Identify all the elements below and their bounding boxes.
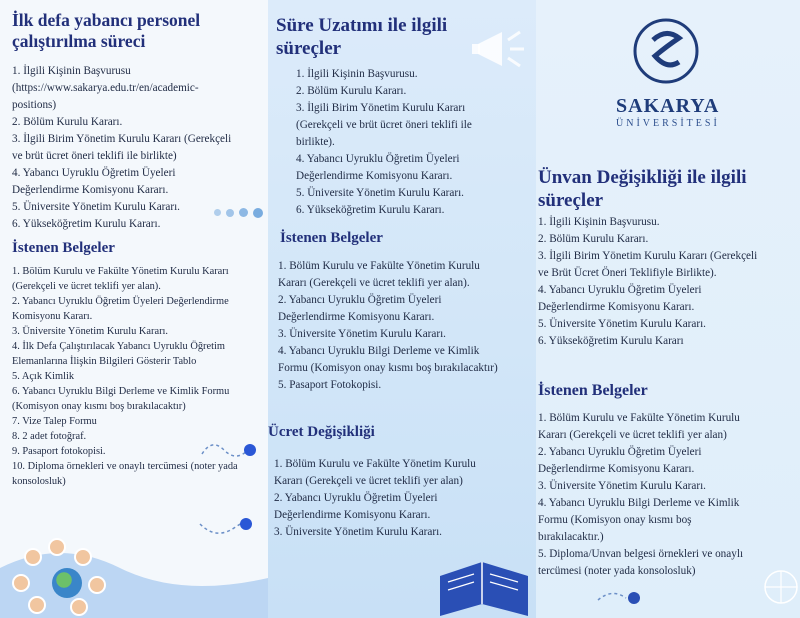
globe-icon (762, 562, 800, 612)
list-item: 2. Yabancı Uyruklu Öğretim Üyeleri (538, 446, 702, 458)
list-item: 4. Yabancı Uyruklu Öğretim Üyeleri (538, 284, 702, 296)
list-item: 2. Yabancı Uyruklu Öğretim Üyeleri (274, 492, 438, 504)
list-item: 4. İlk Defa Çalıştırılacak Yabancı Uyruklu Öğretim (12, 341, 225, 352)
list-item: 3. Üniversite Yönetim Kurulu Kararı. (12, 326, 169, 337)
list-item: (Komisyon onay kısmı boş bırakılacaktır) (12, 401, 186, 412)
list-item: 6. Yükseköğretim Kurulu Kararı. (296, 204, 445, 216)
list-item: (Gerekçeli ve ücret teklifi yer alan). (12, 281, 161, 292)
list-item: 5. Üniversite Yönetim Kurulu Kararı. (12, 201, 180, 213)
list-item: (Gerekçeli ve brüt ücret öneri teklifi ile (296, 119, 472, 131)
list-item: 5. Üniversite Yönetim Kurulu Kararı. (296, 187, 464, 199)
list-item: positions) (12, 99, 57, 111)
list-item: 3. Üniversite Yönetim Kurulu Kararı. (274, 526, 442, 538)
list-item: Kararı (Gerekçeli ve ücret teklifi yer alan) (274, 475, 463, 487)
steps-list (296, 66, 534, 219)
list-item: Değerlendirme Komisyonu Kararı. (12, 184, 169, 196)
book-icon (434, 546, 534, 618)
list-item: 1. Bölüm Kurulu ve Fakülte Yönetim Kurulu Kararı (12, 266, 229, 277)
list-item: 6. Yabancı Uyruklu Bilgi Derleme ve Kimlik Formu (12, 386, 230, 397)
section-title-extension: Süre Uzatımı ile ilgili süreçler (276, 15, 448, 59)
list-item: 9. Pasaport fotokopisi. (12, 446, 106, 457)
list-item: 1. Bölüm Kurulu ve Fakülte Yönetim Kurulu (274, 458, 476, 470)
list-item: 4. Yabancı Uyruklu Öğretim Üyeleri (296, 153, 460, 165)
list-item: Formu (Komisyon onay kısmı boş bırakılacaktır) (278, 362, 498, 374)
list-item: 3. İlgili Birim Yönetim Kurulu Kararı (Gerekçeli (12, 133, 232, 145)
list-item: Değerlendirme Komisyonu Kararı. (274, 509, 431, 521)
list-item: 2. Yabancı Uyruklu Öğretim Üyeleri (278, 294, 442, 306)
decorative-swirl-icon (198, 436, 258, 466)
list-item: Komisyonu Kararı. (12, 311, 93, 322)
list-item: 2. Bölüm Kurulu Kararı. (12, 116, 123, 128)
list-item: 10. Diploma örnekleri ve onaylı tercümesi (noter yada (12, 461, 238, 472)
column-extension (268, 0, 536, 618)
list-item: 1. İlgili Kişinin Başvurusu. (538, 216, 660, 228)
list-item: Değerlendirme Komisyonu Kararı. (296, 170, 453, 182)
docs-list (278, 258, 534, 394)
university-name: SAKARYA (616, 95, 720, 117)
list-item: (https://www.sakarya.edu.tr/en/academic- (12, 82, 199, 94)
docs-title: İstenen Belgeler (12, 240, 115, 256)
fee-list (274, 456, 532, 541)
list-item: 2. Bölüm Kurulu Kararı. (296, 85, 407, 97)
decorative-swirl-icon (596, 586, 646, 606)
section-title-title-change: Ünvan Değişikliği ile ilgili süreçler (538, 167, 747, 211)
list-item: 4. Yabancı Uyruklu Bilgi Derleme ve Kimlik (538, 497, 740, 509)
list-item: ve brüt ücret öneri teklifi ile birlikte) (12, 150, 177, 162)
decorative-dots (214, 207, 268, 218)
list-item: 5. Pasaport Fotokopisi. (278, 379, 382, 391)
list-item: 1. Bölüm Kurulu ve Fakülte Yönetim Kurulu (278, 260, 480, 272)
column-title-change (536, 0, 800, 618)
list-item: 4. Yabancı Uyruklu Bilgi Derleme ve Kimlik (278, 345, 480, 357)
list-item: 5. Diploma/Unvan belgesi örnekleri ve onaylı (538, 548, 744, 560)
list-item: 6. Yükseköğretim Kurulu Kararı (538, 335, 684, 347)
list-item: Değerlendirme Komisyonu Kararı. (538, 301, 695, 313)
university-logo (616, 16, 720, 129)
people-icon (6, 534, 118, 618)
fee-title: Ücret Değişikliği (268, 424, 375, 440)
list-item: Değerlendirme Komisyonu Kararı. (278, 311, 435, 323)
column-first-employment (0, 0, 268, 618)
list-item: 1. İlgili Kişinin Başvurusu (12, 65, 131, 77)
docs-list (538, 410, 800, 580)
list-item: 1. İlgili Kişinin Başvurusu. (296, 68, 418, 80)
steps-list (538, 214, 800, 350)
list-item: Elemanlarına İlişkin Bilgileri Gösterir Tablo (12, 356, 197, 367)
list-item: 8. 2 adet fotoğraf. (12, 431, 87, 442)
list-item: 2. Yabancı Uyruklu Öğretim Üyeleri Değerlendirme (12, 296, 229, 307)
university-subtitle: ÜNİVERSİTESİ (616, 118, 720, 129)
list-item: 3. İlgili Birim Yönetim Kurulu Kararı (296, 102, 466, 114)
list-item: birlikte). (296, 136, 335, 148)
list-item: 7. Vize Talep Formu (12, 416, 97, 427)
section-title-first-employment: İlk defa yabancı personel çalıştırılma süreci (12, 10, 201, 51)
list-item: tercümesi (noter yada konsolosluk) (538, 565, 696, 577)
docs-title: İstenen Belgeler (280, 230, 383, 246)
list-item: 4. Yabancı Uyruklu Öğretim Üyeleri (12, 167, 176, 179)
list-item: Formu (Komisyon onay kısmı boş (538, 514, 692, 526)
list-item: 3. Üniversite Yönetim Kurulu Kararı. (278, 328, 446, 340)
list-item: 2. Bölüm Kurulu Kararı. (538, 233, 649, 245)
list-item: 6. Yükseköğretim Kurulu Kararı. (12, 218, 161, 230)
list-item: 3. İlgili Birim Yönetim Kurulu Kararı (Gerekçeli (538, 250, 758, 262)
docs-title: İstenen Belgeler (538, 382, 648, 399)
list-item: 3. Üniversite Yönetim Kurulu Kararı. (538, 480, 706, 492)
list-item: bırakılacaktır.) (538, 531, 604, 543)
globe-icon (52, 568, 82, 598)
list-item: 5. Üniversite Yönetim Kurulu Kararı. (538, 318, 706, 330)
list-item: 1. Bölüm Kurulu ve Fakülte Yönetim Kurulu (538, 412, 740, 424)
list-item: ve Brüt Ücret Öneri Teklifiyle Birlikte). (538, 267, 717, 279)
list-item: Değerlendirme Komisyonu Kararı. (538, 463, 695, 475)
list-item: Kararı (Gerekçeli ve ücret teklifi yer alan) (538, 429, 727, 441)
list-item: Kararı (Gerekçeli ve ücret teklifi yer alan). (278, 277, 470, 289)
university-logo-icon (631, 16, 701, 86)
list-item: 5. Açık Kimlik (12, 371, 75, 382)
list-item: konsolosluk) (12, 476, 66, 487)
